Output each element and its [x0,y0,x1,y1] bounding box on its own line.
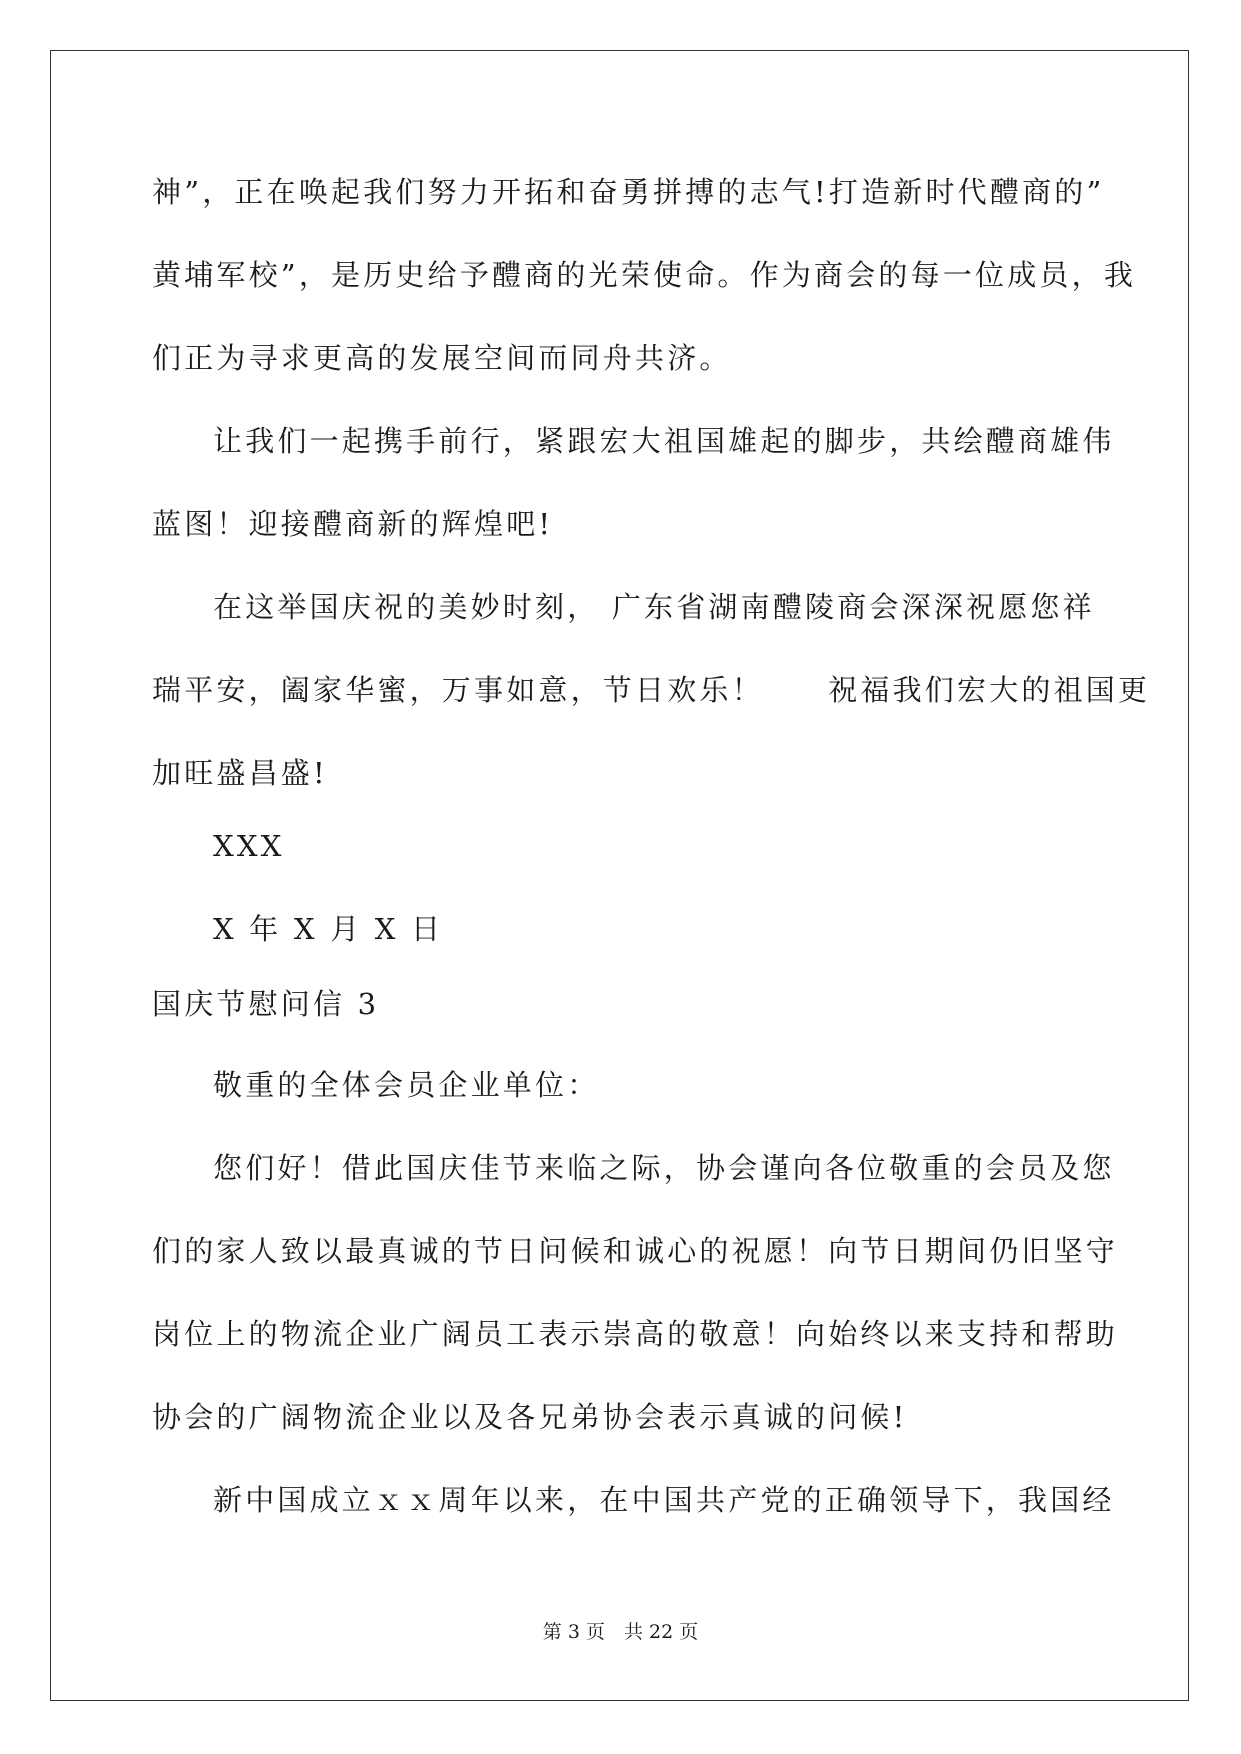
text-line: 瑞平安，阖家华蜜，万事如意，节日欢乐！ 祝福我们宏大的祖国更 [152,673,1151,707]
date-line: X 年 X 月 X 日 [213,912,444,946]
text-line: 蓝图！迎接醴商新的辉煌吧! [152,507,554,541]
paragraph-line: 新中国成立ｘｘ周年以来，在中国共产党的正确领导下，我国经 [213,1483,1115,1517]
text-line: 神”，正在唤起我们努力开拓和奋勇拼搏的志气!打造新时代醴商的” [152,175,1105,209]
paragraph-line: 在这举国庆祝的美妙时刻， 广东省湖南醴陵商会深深祝愿您祥 [213,590,1095,624]
page-border [50,50,1189,1701]
section-heading: 国庆节慰问信 3 [152,987,380,1021]
text-line: 加旺盛昌盛! [152,756,328,790]
signature: XXX [213,829,285,863]
paragraph-line: 让我们一起携手前行，紧跟宏大祖国雄起的脚步，共绘醴商雄伟 [213,424,1115,458]
paragraph-line: 您们好！借此国庆佳节来临之际，协会谨向各位敬重的会员及您 [213,1151,1115,1185]
text-line: 黄埔军校”，是历史给予醴商的光荣使命。作为商会的每一位成员，我 [152,258,1137,292]
text-line: 们的家人致以最真诚的节日问候和诚心的祝愿！向节日期间仍旧坚守 [152,1234,1119,1268]
page-number: 第 3 页 共 22 页 [542,1621,699,1643]
page-footer [0,1620,1241,1644]
salutation: 敬重的全体会员企业单位： [213,1068,600,1102]
text-line: 岗位上的物流企业广阔员工表示崇高的敬意！向始终以来支持和帮助 [152,1317,1119,1351]
text-line: 们正为寻求更高的发展空间而同舟共济。 [152,341,732,375]
text-line: 协会的广阔物流企业以及各兄弟协会表示真诚的问候! [152,1400,908,1434]
